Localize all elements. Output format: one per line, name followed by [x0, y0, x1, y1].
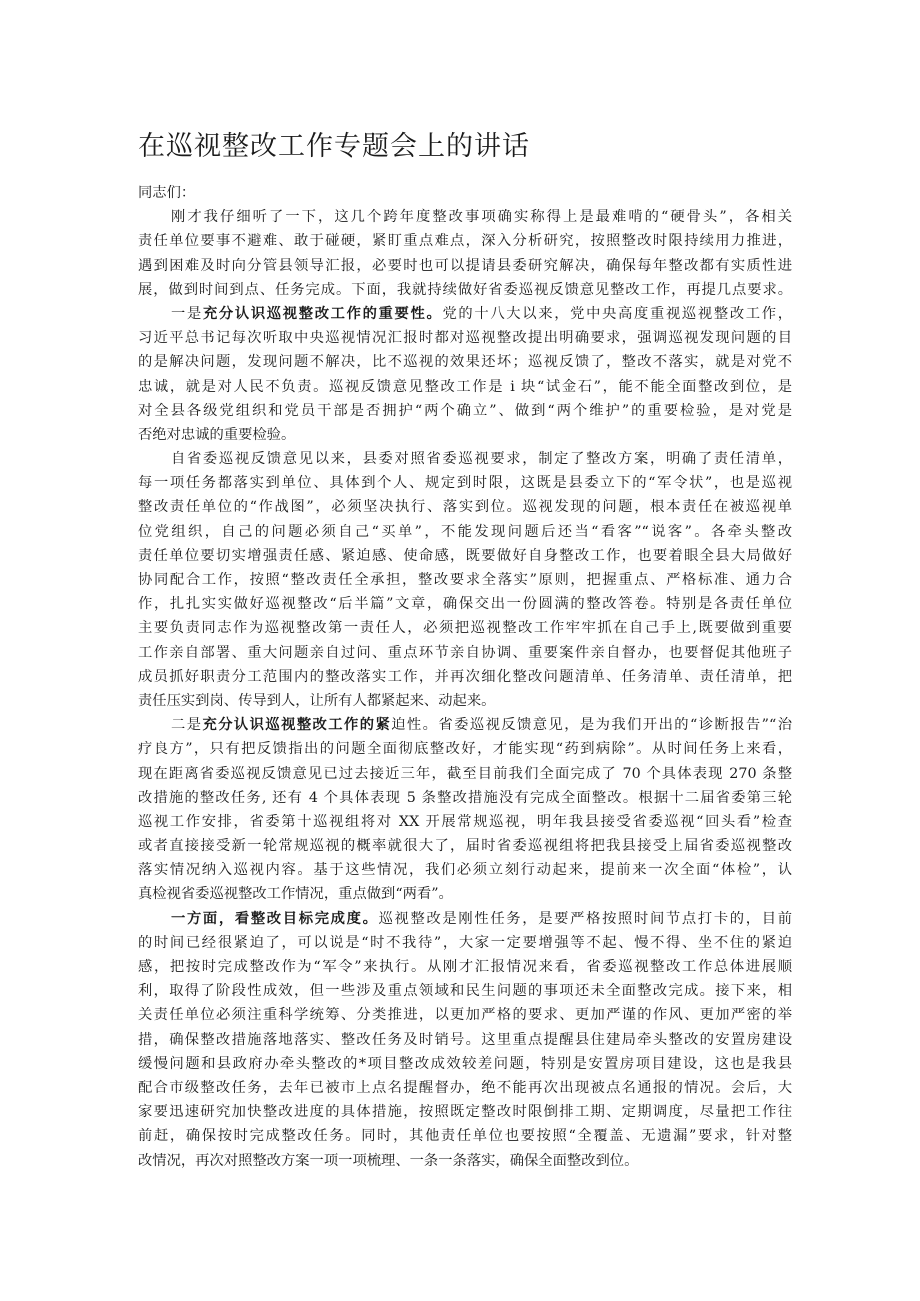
paragraph-first-line [138, 302, 792, 326]
paragraph-line: 改措施的整改任务, 还有 4 个具体表现 5 条整改措施没有完成全面整改。根据十二届省委第三轮 [138, 789, 792, 806]
paragraph-line: 遇到困难及时向分管县领导汇报，必要时也可以提请县委研究解决，确保每年整改都有实质性进 [138, 257, 792, 274]
paragraph-line: 主要负责同志作为巡视整改第一责任人，必须把巡视整改工作牢牢抓在自己手上,既要做到重要 [138, 620, 792, 637]
paragraph-line: 整改责任单位的“作战图”，必须坚决执行、落实到位。巡视发现的问题，根本责任在被巡视单 [138, 499, 792, 516]
point-heading: 充分认识巡视整改工作的重要性。 [202, 305, 443, 322]
point-heading: 充分认识巡视整改工作的紧 [202, 717, 392, 734]
paragraph-line: 展，做到时间到点、任务完成。下面，我就持续做好省委巡视反馈意见整改工作，再提几点要求。 [138, 281, 792, 298]
paragraph-line: 配合市级整改任务，去年已被市上点名提醒督办，绝不能再次出现被点名通报的情况。会后，大 [138, 1079, 792, 1096]
paragraph-line: 真检视省委巡视整改工作情况，重点做到“两看”。 [138, 886, 453, 903]
paragraph-text: 党的十八大以来，党中央高度重视巡视整改工作， [442, 305, 792, 322]
paragraph-line: 利，取得了阶段性成效，但一些涉及重点领域和民生问题的事项还未全面整改完成。接下来，相 [138, 983, 792, 1000]
paragraph-line: 的时间已经很紧迫了，可以说是“时不我待”，大家一定要增强等不起、慢不得、坐不住的紧迫 [138, 934, 792, 951]
paragraph-intro [138, 205, 792, 302]
paragraph-line: 疗良方”，只有把反馈指出的问题全面彻底整改好，才能实现“药到病除”。从时间任务上来看， [138, 741, 792, 758]
paragraph-responsibility [138, 447, 792, 713]
paragraph-line: 协同配合工作，按照“整改责任全承担，整改要求全落实”原则，把握重点、严格标准、通力合 [138, 572, 792, 588]
point-lead: 二是 [171, 717, 203, 734]
paragraph-line: 的是解决问题，发现问题不解决，比不巡视的效果还坏；巡视反馈了，整改不落实，就是对党不 [138, 354, 792, 371]
paragraph-line: 位党组织，自己的问题必须自己“买单”，不能发现问题后还当“看客”“说客”。各牵头整改 [138, 523, 792, 540]
paragraph-line: 或者直接接受新一轮常规巡视的概率就很大了，届时省委巡视组将把我县接受上届省委巡视整改 [138, 838, 792, 855]
paragraph-line: 改情况，再次对照整改方案一项一项梳理、一条一条落实，确保全面整改到位。 [138, 1152, 639, 1169]
paragraph-line: 缓慢问题和县政府办牵头整改的*项目整改成效较差问题，特别是安置房项目建设，这也是我县 [138, 1055, 792, 1072]
salutation: 同志们： [138, 185, 196, 201]
paragraph-first-line [138, 713, 792, 737]
document-body [138, 181, 792, 1173]
paragraph-line: 作，扎扎实实做好巡视整改“后半篇”文章，确保交出一份圆满的整改答卷。特别是各责任单位 [138, 596, 792, 613]
paragraph-line: 现在距离省委巡视反馈意见已过去接近三年，截至目前我们全面完成了 70 个具体表现 270 条整 [138, 765, 792, 782]
paragraph-line: 责任单位要事不避难、敢于碰硬，紧盯重点难点，深入分析研究，按照整改时限持续用力推进， [138, 233, 792, 250]
paragraph-line: 家要迅速研究加快整改进度的具体措施，按照既定整改时限倒排工期、定期调度，尽量把工作往 [138, 1104, 792, 1121]
paragraph-line: 成员抓好职责分工范围内的整改落实工作，并再次细化整改问题清单、任务清单、责任清单，把 [138, 668, 792, 685]
paragraph-text: 巡视整改是刚性任务，是要严格按照时间节点打卡的，目前 [378, 910, 792, 927]
paragraph-line: 措，确保整改措施落地落实、整改任务及时销号。这里重点提醒县住建局牵头整改的安置房建设 [138, 1031, 792, 1048]
paragraph-line: 工作亲自部署、重大问题亲自过问、重点环节亲自协调、重要案件亲自督办，也要督促其他班子 [138, 644, 792, 661]
point-heading: 一方面，看整改目标完成度。 [171, 910, 379, 927]
paragraph-line: 刚才我仔细听了一下，这几个跨年度整改事项确实称得上是最难啃的“硬骨头”，各相关 [171, 209, 792, 226]
paragraph-line: 巡视工作安排，省委第十巡视组将对 XX 开展常规巡视，明年我县接受省委巡视“回头看”检查 [138, 813, 792, 830]
paragraph-line: 每一项任务都落实到单位、具体到个人、规定到时限，这既是县委立下的“军令状”，也是巡视 [138, 475, 792, 492]
point-lead: 一是 [171, 305, 203, 322]
document-title: 在巡视整改工作专题会上的讲话 [138, 131, 530, 162]
paragraph-point-two [138, 713, 792, 907]
paragraph-line: 习近平总书记每次听取中央巡视情况汇报时都对巡视整改提出明确要求，强调巡视发现问题的目 [138, 330, 792, 347]
paragraph-line: 责任压实到岗、传导到人，让所有人都紧起来、动起来。 [138, 692, 496, 709]
paragraph-point-one [138, 302, 792, 447]
paragraph-line: 否绝对忠诚的重要检验。 [138, 426, 296, 443]
paragraph-line: 责任单位要切实增强责任感、紧迫感、使命感，既要做好自身整改工作，也要着眼全县大局做好 [138, 547, 792, 564]
paragraph-text: 迫性。省委巡视反馈意见，是为我们开出的“诊断报告”“治 [391, 717, 792, 734]
paragraph-line: 关责任单位必须注重科学统筹、分类推进，以更加严格的要求、更加严谨的作风、更加严密的举 [138, 1007, 792, 1024]
paragraph-line: 对全县各级党组织和党员干部是否拥护“两个确立”、做到“两个维护”的重要检验，是对党是 [138, 402, 792, 419]
paragraph-line: 感，把按时完成整改作为“军令”来执行。从刚才汇报情况来看，省委巡视整改工作总体进展顺 [138, 959, 792, 975]
paragraph-line: 前赶，确保按时完成整改任务。同时，其他责任单位也要按照“全覆盖、无遗漏”要求，针对整 [138, 1128, 792, 1145]
paragraph-first-line [138, 907, 792, 931]
paragraph-aspect-one [138, 907, 792, 1173]
paragraph-line: 自省委巡视反馈意见以来，县委对照省委巡视要求，制定了整改方案，明确了责任清单， [171, 451, 792, 468]
paragraph-line: 忠诚，就是对人民不负责。巡视反馈意见整改工作是 i 块“试金石”，能不能全面整改到位，是 [138, 378, 792, 395]
paragraph-line: 落实情况纳入巡视内容。基于这些情况，我们必须立刻行动起来，提前来一次全面“体检”，认 [138, 862, 792, 879]
